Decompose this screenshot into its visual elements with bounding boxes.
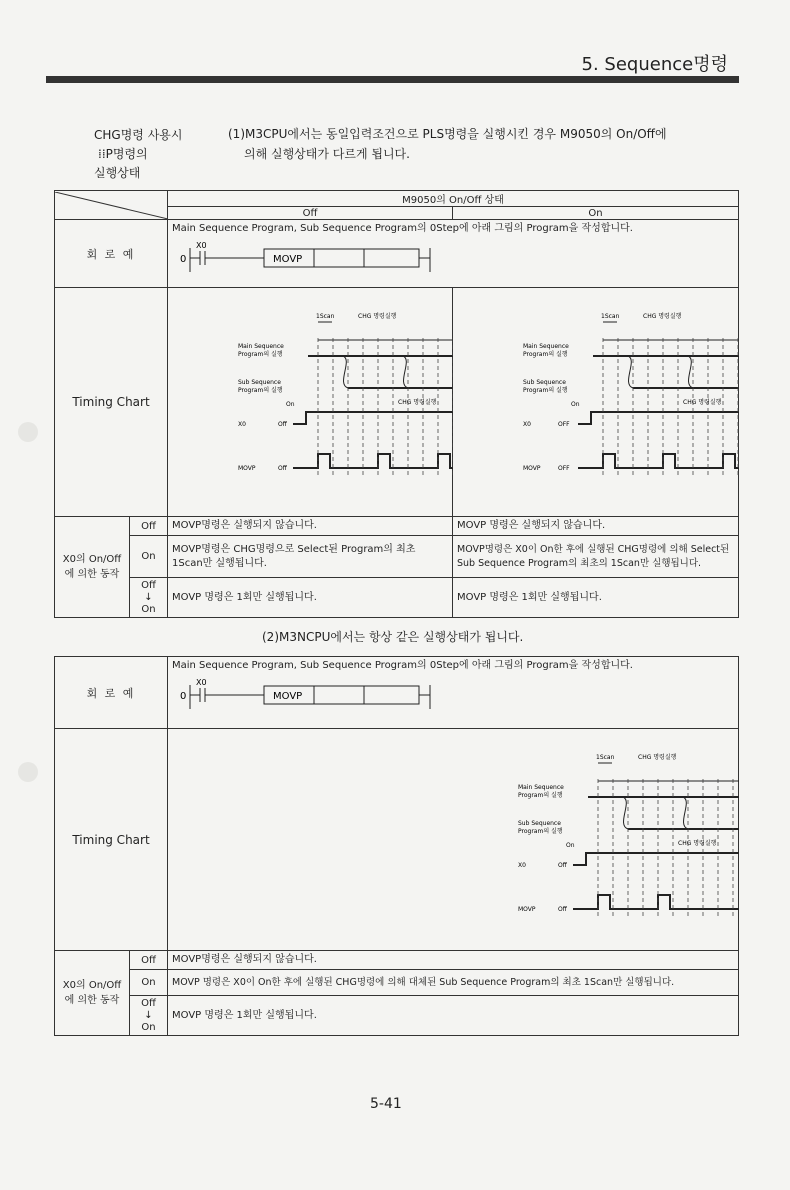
intro-line1: (1)M3CPU에서는 동일입력조건으로 PLS명령을 실행시킨 경우 M9050의 On/Off에 (228, 127, 667, 141)
movp-waveform (578, 454, 739, 468)
ladder-instr-2: MOVP (273, 691, 303, 702)
chg-transition (683, 797, 688, 829)
scan-label: 1Scan (316, 313, 335, 320)
ladder-step-2: 0 (180, 691, 187, 702)
sub-seq-label2: Program의 실행 (518, 828, 563, 835)
x0-off-label: Off (278, 421, 287, 428)
circuit-label: 회 로 예 (55, 220, 168, 288)
ladder-diagram-2 (168, 675, 468, 715)
state-off-to-on (130, 578, 168, 618)
sub-seq-label2: Program의 실행 (523, 387, 568, 394)
intro-text (228, 124, 728, 164)
chg-transition (628, 356, 633, 388)
side-label-line2: ⁞⁞P명령의 (98, 147, 148, 161)
intro-line2: 의해 실행상태가 다르게 됩니다. (244, 147, 410, 161)
page-number: 5-41 (370, 1096, 402, 1112)
state2-line3: On (141, 1021, 156, 1033)
row2-on: MOVP 명령은 X0이 On한 후에 실행된 CHG명령에 의해 대체된 Sub Sequence Program의 최초 1Scan만 실행됩니다. (168, 970, 739, 996)
movp-signal-label: MOVP (518, 906, 536, 913)
x0-signal-label: X0 (238, 421, 246, 428)
main-seq-label2: Program의 실행 (523, 351, 568, 358)
row2-off: MOVP명령은 실행되지 않습니다. (168, 951, 739, 970)
diagonal-line (55, 192, 168, 219)
m9050-header: M9050의 On/Off 상태 (168, 191, 739, 207)
timing-svg-off (168, 288, 453, 513)
circuit-cell (168, 220, 739, 288)
timing-svg-on (453, 288, 739, 513)
timing-label-2-text: Timing Chart (72, 832, 150, 847)
x0-label-2 (55, 951, 130, 1036)
scan-label: 1Scan (596, 754, 615, 761)
timing-chart-2 (168, 729, 739, 951)
state-line1: Off (141, 579, 156, 591)
ladder-step: 0 (180, 254, 187, 265)
side-label-line3: 실행상태 (94, 166, 141, 180)
sub-seq-label2: Program의 실행 (238, 387, 283, 394)
chg-exec-label2: CHG 명령실행 (683, 399, 722, 406)
x0-label (55, 517, 130, 618)
header-off: Off (168, 207, 453, 220)
side-label-line1: CHG명령 사용시 (94, 128, 183, 142)
circuit-desc: Main Sequence Program, Sub Sequence Program의 0Step에 아래 그림의 Program을 작성합니다. (172, 223, 633, 234)
state-on: On (130, 536, 168, 578)
x0-label-line1: X0의 On/Off (62, 554, 122, 565)
movp-signal-label: MOVP (523, 465, 541, 472)
movp-signal-label: MOVP (238, 465, 256, 472)
x0-signal-label: X0 (518, 862, 526, 869)
movp-off-label: Off (278, 465, 287, 472)
header-title: 5. Sequence명령 (581, 54, 728, 75)
chg-exec-label2: CHG 명령실행 (678, 840, 717, 847)
circuit-cell-2 (168, 657, 739, 729)
timing-label (55, 288, 168, 517)
ladder-contact: X0 (196, 241, 207, 250)
x0-on-label: On (286, 401, 295, 408)
sub-seq-label: Sub Sequence (523, 379, 566, 386)
x0-on-label: On (571, 401, 580, 408)
chg-transition (403, 356, 408, 388)
state-on-2: On (130, 970, 168, 996)
chg-exec-label: CHG 명령실행 (643, 313, 682, 320)
x0-on-label: On (566, 842, 575, 849)
punch-hole (18, 762, 38, 782)
chg-exec-label: CHG 명령실행 (358, 313, 397, 320)
sub-seq-label: Sub Sequence (518, 820, 561, 827)
sub-seq-label: Sub Sequence (238, 379, 281, 386)
chg-exec-label: CHG 명령실행 (638, 754, 677, 761)
table-m3cpu (54, 190, 739, 618)
row2-offon: MOVP 명령은 1회만 실행됩니다. (168, 996, 739, 1036)
header-rule (46, 76, 739, 83)
row-offon-m9050on: MOVP 명령은 1회만 실행됩니다. (453, 578, 739, 618)
chg-transition (343, 356, 348, 388)
section2-title: (2)M3NCPU에서는 항상 같은 실행상태가 됩니다. (262, 630, 524, 644)
ladder-instr: MOVP (273, 254, 303, 265)
row-on-m9050on: MOVP명령은 X0이 On한 후에 실행된 CHG명령에 의해 Select된 Sub Sequence Program의 최초의 1Scan만 실행됩니다. (453, 536, 739, 578)
x0-off-label: Off (558, 862, 567, 869)
main-seq-label: Main Sequence (238, 343, 284, 350)
x0-label-2-line1: X0의 On/Off (62, 980, 122, 991)
chg-transition (688, 356, 693, 388)
main-seq-label2: Program의 실행 (518, 792, 563, 799)
ladder-diagram (168, 238, 468, 278)
state-line2: ↓ (144, 591, 153, 603)
timing-chart-on (453, 288, 739, 517)
main-seq-label: Main Sequence (518, 784, 564, 791)
state-off-to-on-2 (130, 996, 168, 1036)
timing-chart-off (168, 288, 453, 517)
timing-label-2 (55, 729, 168, 951)
punch-hole (18, 422, 38, 442)
row-on-m9050off: MOVP명령은 CHG명령으로 Select된 Program의 최초 1Scan만 실행됩니다. (168, 536, 453, 578)
movp-off-label: OFF (558, 465, 570, 472)
main-seq-label: Main Sequence (523, 343, 569, 350)
timing-svg-2 (168, 729, 739, 947)
chg-transition (623, 797, 628, 829)
row-off-m9050off: MOVP명령은 실행되지 않습니다. (168, 517, 453, 536)
circuit-desc-2: Main Sequence Program, Sub Sequence Program의 0Step에 아래 그림의 Program을 작성합니다. (172, 660, 633, 671)
diagonal-cell (55, 191, 168, 220)
x0-waveform (578, 412, 739, 424)
chg-exec-label2: CHG 명령실행 (398, 399, 437, 406)
state2-line2: ↓ (144, 1009, 153, 1021)
x0-waveform (293, 412, 453, 424)
x0-off-label: OFF (558, 421, 570, 428)
movp-waveform (293, 454, 453, 468)
x0-signal-label: X0 (523, 421, 531, 428)
scan-label: 1Scan (601, 313, 620, 320)
row-off-m9050on: MOVP 명령은 실행되지 않습니다. (453, 517, 739, 536)
header-on: On (453, 207, 739, 220)
table-m3ncpu (54, 656, 739, 1036)
x0-label-2-line2: 에 의한 동작 (64, 995, 120, 1006)
state2-line1: Off (141, 997, 156, 1009)
circuit-label-2: 회 로 예 (55, 657, 168, 729)
x0-label-line2: 에 의한 동작 (64, 569, 120, 580)
timing-label-text: Timing Chart (72, 395, 150, 409)
row-offon-m9050off: MOVP 명령은 1회만 실행됩니다. (168, 578, 453, 618)
state-off: Off (130, 517, 168, 536)
main-seq-label2: Program의 실행 (238, 351, 283, 358)
ladder-contact-2: X0 (196, 678, 207, 687)
state-off-2: Off (130, 951, 168, 970)
side-label (94, 126, 182, 183)
state-line3: On (141, 603, 156, 615)
movp-off-label: Off (558, 906, 567, 913)
